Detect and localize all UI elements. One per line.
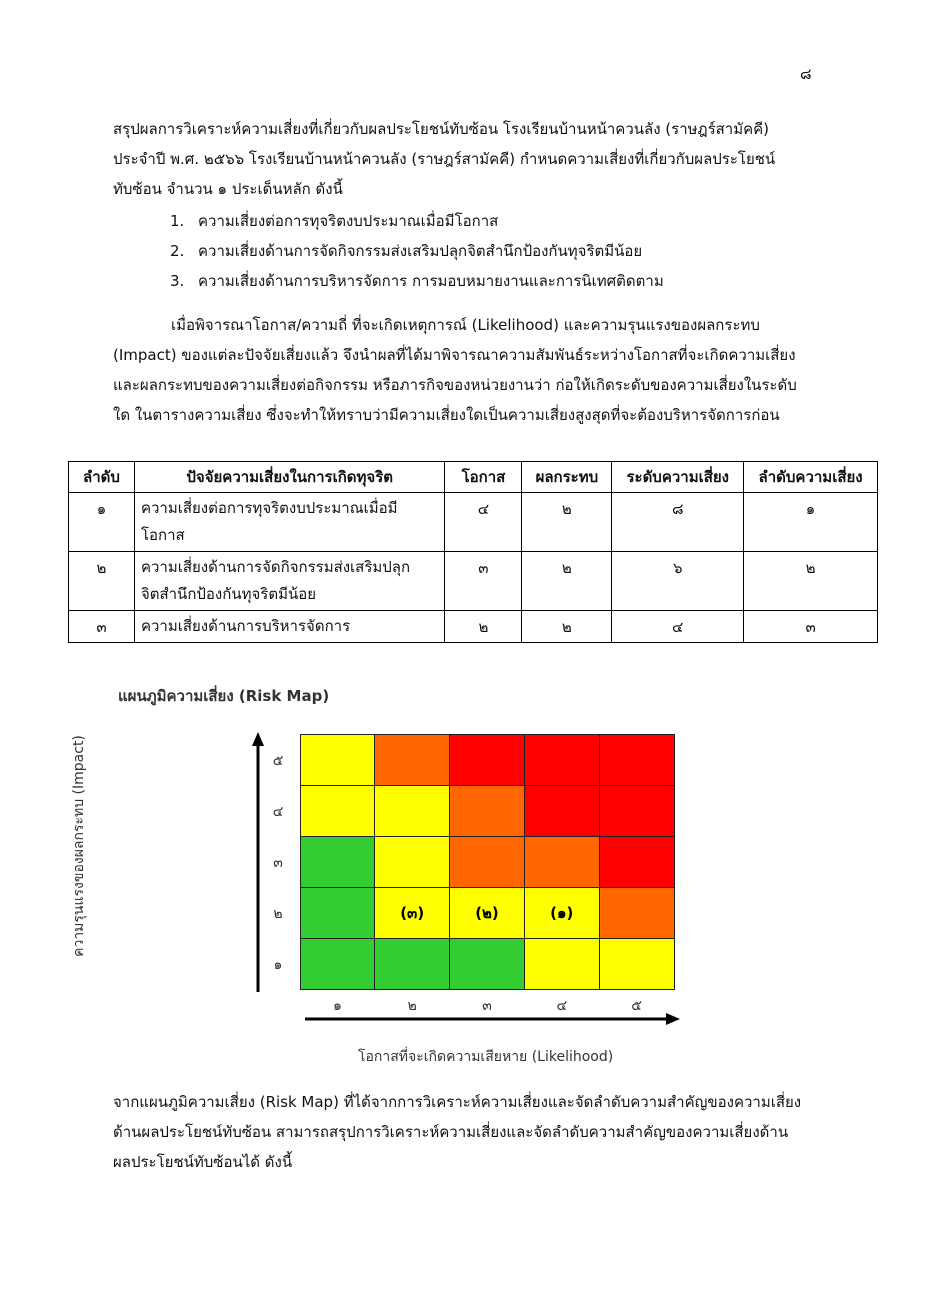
y-tick-label: ๓: [273, 854, 283, 871]
risk-map-grid: [300, 734, 674, 989]
cell-likelihood: ๔: [445, 493, 522, 552]
conclusion-line: ผลประโยชน์ทับซ้อนได้ ดังนี้: [113, 1153, 293, 1171]
risk-cell: [449, 785, 525, 837]
header-likelihood: โอกาส: [445, 462, 522, 493]
x-tick-label: ๔: [556, 998, 568, 1014]
list-text: ความเสี่ยงต่อการทุจริตงบประมาณเมื่อมีโอกาส: [198, 212, 499, 230]
analysis-line: เมื่อพิจารณาโอกาส/ความถี่ ที่จะเกิดเหตุการณ์ (Likelihood) และความรุนแรงของผลกระทบ: [171, 316, 760, 334]
list-number: 2.: [170, 242, 185, 260]
cell-level: ๖: [612, 552, 744, 611]
cell-order: ๓: [69, 611, 135, 643]
risk-cell: [524, 836, 600, 888]
risk-cell: [599, 836, 675, 888]
analysis-line: และผลกระทบของความเสี่ยงต่อกิจกรรม หรือภารกิจของหน่วยงานว่า ก่อให้เกิดระดับของความเสี่ยงในระดับ: [113, 376, 797, 394]
cell-impact: ๒: [522, 493, 612, 552]
factor-line: จิตสำนึกป้องกันทุจริตมีน้อย: [140, 585, 317, 603]
risk-cell: [599, 785, 675, 837]
risk-cell: [599, 887, 675, 939]
conclusion-line: ด้านผลประโยชน์ทับซ้อน สามารถสรุปการวิเคราะห์ความเสี่ยงและจัดลำดับความสำคัญของความเสี่ยงด้าน: [113, 1123, 789, 1141]
factor-line: ความเสี่ยงด้านการบริหารจัดการ: [140, 617, 351, 635]
list-number: 3.: [170, 272, 185, 290]
risk-cell: [374, 785, 450, 837]
cell-order: ๑: [69, 493, 135, 552]
factor-line: โอกาส: [140, 526, 185, 544]
risk-cell: [300, 785, 376, 837]
y-tick-label: ๒: [273, 905, 283, 922]
x-tick-label: ๓: [482, 998, 492, 1014]
risk-cell: [300, 836, 376, 888]
x-tick-label: ๒: [407, 998, 417, 1014]
header-order: ลำดับ: [69, 462, 135, 493]
risk-cell: [449, 887, 525, 939]
y-axis-arrow-icon: [252, 732, 264, 746]
y-axis-label: ความรุนแรงของผลกระทบ (Impact): [71, 735, 87, 957]
cell-rank: ๓: [744, 611, 878, 643]
intro-line: สรุปผลการวิเคราะห์ความเสี่ยงที่เกี่ยวกับผลประโยชน์ทับซ้อน โรงเรียนบ้านหน้าควนลัง (ราษฎร์สามัคคี): [113, 120, 770, 138]
y-tick-label: ๔: [272, 803, 284, 820]
conclusion-line: จากแผนภูมิความเสี่ยง (Risk Map) ที่ได้จากการวิเคราะห์ความเสี่ยงและจัดลำดับความสำคัญของความเสี่ยง: [113, 1093, 802, 1111]
risk-cell: [300, 734, 376, 786]
risk-cell: [374, 836, 450, 888]
y-tick-label: ๑: [273, 956, 283, 973]
risk-cell: [449, 836, 525, 888]
x-tick-label: ๑: [332, 998, 342, 1014]
cell-rank: ๑: [744, 493, 878, 552]
list-text: ความเสี่ยงด้านการบริหารจัดการ การมอบหมายงานและการนิเทศติดตาม: [198, 272, 664, 290]
cell-level: ๘: [612, 493, 744, 552]
risk-map-title: แผนภูมิความเสี่ยง (Risk Map): [118, 687, 330, 705]
cell-impact: ๒: [522, 552, 612, 611]
conclusion-paragraph: [113, 1087, 813, 1177]
x-tick-label: ๕: [631, 998, 642, 1014]
risk-cell: [599, 938, 675, 990]
risk-marker: (๓): [400, 903, 425, 922]
risk-cell: [449, 938, 525, 990]
risk-cell: [374, 887, 450, 939]
risk-cell: [599, 734, 675, 786]
header-level: ระดับความเสี่ยง: [612, 462, 744, 493]
risk-cell: [374, 734, 450, 786]
list-text: ความเสี่ยงด้านการจัดกิจกรรมส่งเสริมปลุกจิตสำนึกป้องกันทุจริตมีน้อย: [198, 242, 643, 260]
cell-likelihood: ๒: [445, 611, 522, 643]
risk-cell: [524, 938, 600, 990]
risk-cell: [524, 785, 600, 837]
risk-cell: [524, 734, 600, 786]
intro-line: ประจำปี พ.ศ. ๒๕๖๖ โรงเรียนบ้านหน้าควนลัง (ราษฎร์สามัคคี) กำหนดความเสี่ยงที่เกี่ยวกับผลประโยชน์: [113, 150, 776, 168]
risk-cell: [374, 938, 450, 990]
risk-cell: [449, 734, 525, 786]
x-axis-label: โอกาสที่จะเกิดความเสียหาย (Likelihood): [358, 1049, 614, 1065]
factor-line: ความเสี่ยงต่อการทุจริตงบประมาณเมื่อมี: [140, 499, 398, 517]
cell-likelihood: ๓: [445, 552, 522, 611]
risk-cell: [524, 887, 600, 939]
cell-rank: ๒: [744, 552, 878, 611]
list-number: 1.: [170, 212, 185, 230]
risk-cell: [300, 938, 376, 990]
analysis-line: (Impact) ของแต่ละปัจจัยเสี่ยงแล้ว จึงนำผลที่ได้มาพิจารณาความสัมพันธ์ระหว่างโอกาสที่จะเกิดความเสี่ยง: [113, 346, 796, 364]
factor-line: ความเสี่ยงด้านการจัดกิจกรรมส่งเสริมปลุก: [140, 558, 411, 576]
cell-impact: ๒: [522, 611, 612, 643]
risk-marker: (๒): [475, 903, 499, 922]
page-number: ๘: [800, 65, 812, 83]
y-tick-label: ๕: [272, 752, 284, 769]
analysis-line: ใด ในตารางความเสี่ยง ซึ่งจะทำให้ทราบว่ามีความเสี่ยงใดเป็นความเสี่ยงสูงสุดที่จะต้องบริหารจัดการก่อน: [113, 406, 780, 424]
risk-marker: (๑): [550, 903, 574, 922]
header-factor: ปัจจัยความเสี่ยงในการเกิดทุจริต: [134, 462, 445, 493]
cell-order: ๒: [69, 552, 135, 611]
cell-level: ๔: [612, 611, 744, 643]
header-impact: ผลกระทบ: [522, 462, 612, 493]
header-rank: ลำดับความเสี่ยง: [744, 462, 878, 493]
intro-line: ทับซ้อน จำนวน ๑ ประเด็นหลัก ดังนี้: [113, 180, 343, 198]
risk-cell: [300, 887, 376, 939]
